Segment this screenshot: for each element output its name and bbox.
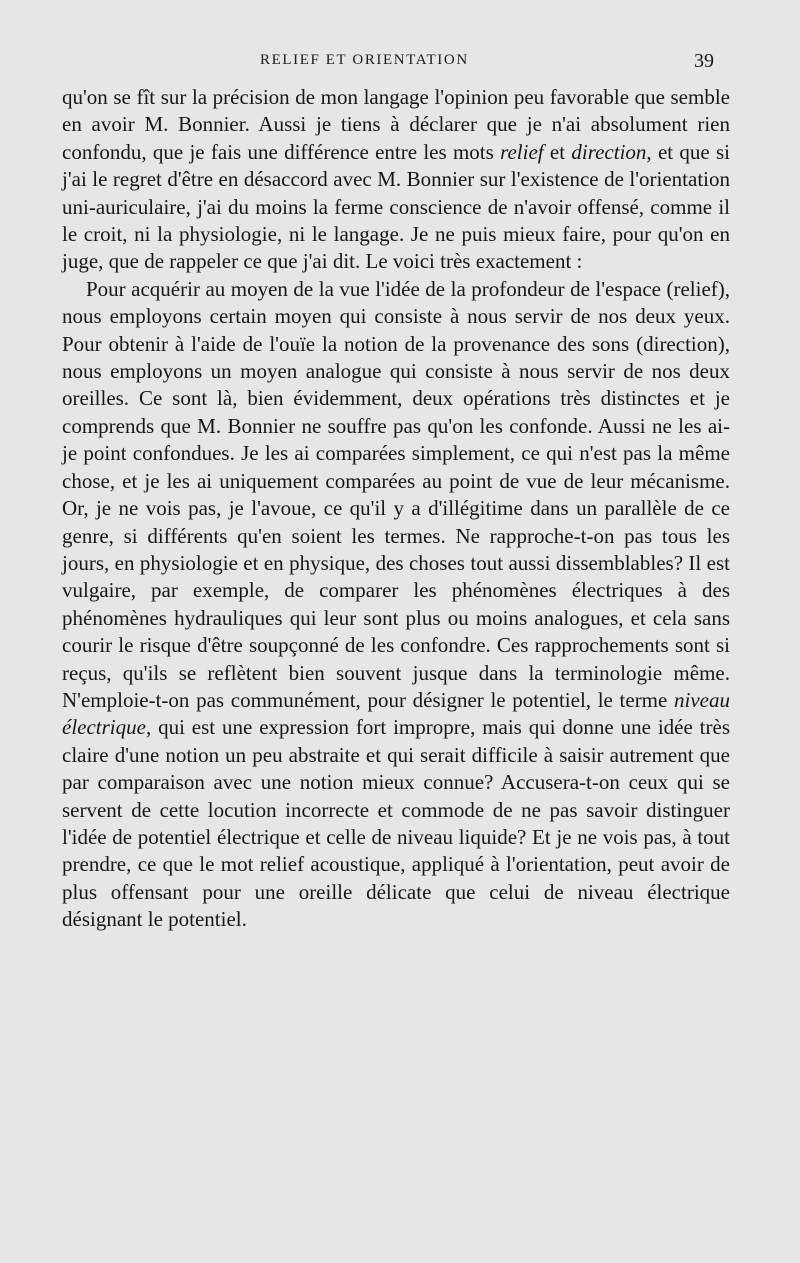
text-run: , et que si j'ai le regret d'être en désaccord avec M. Bonnier sur l'existence de l'orientation uni-auriculaire, j'ai du moins la ferme conscience de n'avoir offensé, comme il le croit, ni la physiologie, ni le langage. Je ne puis mieux faire, pour qu'on en juge, que de rappeler ce que j'ai dit. Le voici très exactement : xyxy=(62,139,731,274)
emphasis-niveau-electrique: niveau électrique xyxy=(62,687,730,740)
text-run: et xyxy=(543,139,572,164)
paragraph-2 xyxy=(62,276,730,934)
body-text xyxy=(62,84,730,934)
running-head: RELIEF ET ORIENTATION xyxy=(260,52,469,68)
emphasis-direction: direction xyxy=(571,139,647,164)
paragraph-1 xyxy=(62,84,730,276)
text-run: , qui est une expression fort impropre, mais qui donne une idée très claire d'une notion un peu abstraite et qui serait difficile à saisir autrement que par comparaison avec une notion mieux connue? Accusera-t-on ceux qui se servent de cette locution incorrecte et commode de ne pas savoir distinguer l'idée de potentiel électrique et celle de niveau liquide? Et je ne vois pas, à tout prendre, ce que le mot relief acoustique, appliqué à l'orientation, peut avoir de plus offensant pour une oreille délicate que celui de niveau électrique désignant le potentiel. xyxy=(62,715,730,932)
page-header xyxy=(62,50,714,74)
emphasis-relief: relief xyxy=(500,139,544,164)
page-number: 39 xyxy=(694,50,714,72)
text-run: qu'on se fît sur la précision de mon langage l'opinion peu favorable que semble en avoir M. Bonnier. Aussi je tiens à déclarer que je n'ai absolument rien confondu, que je fais une différence entre les mots xyxy=(62,85,730,164)
text-run: Pour acquérir au moyen de la vue l'idée de la profondeur de l'espace (relief), nous employons certain moyen qui consiste à nous servir de nos deux yeux. Pour obtenir à l'aide de l'ouïe la notion de la provenance des sons (direction), nous employons un moyen analogue qui consiste à nous servir de nos deux oreilles. Ce sont là, bien évidemment, deux opérations très distinctes et je comprends que M. Bonnier ne souffre pas qu'on les confonde. Aussi ne les ai-je point confondues. Je les ai comparées simplement, ce qui n'est pas la même chose, et je les ai uniquement comparées au point de vue de leur mécanisme. Or, je ne vois pas, je l'avoue, ce qu'il y a d'illégitime dans un parallèle de ce genre, si différents qu'en soient les termes. Ne rapproche-t-on pas tous les jours, en physiologie et en physique, des choses tout aussi dissemblables? Il est vulgaire, par exemple, de comparer les phénomènes électriques à des phénomènes hydrauliques qui leur sont plus ou moins analogues, et cela sans courir le risque d'être soupçonné de les confondre. Ces rapprochements sont si reçus, qu'ils se reflètent bien souvent jusque dans la terminologie même. N'emploie-t-on pas communément, pour désigner le potentiel, le terme xyxy=(62,276,730,712)
